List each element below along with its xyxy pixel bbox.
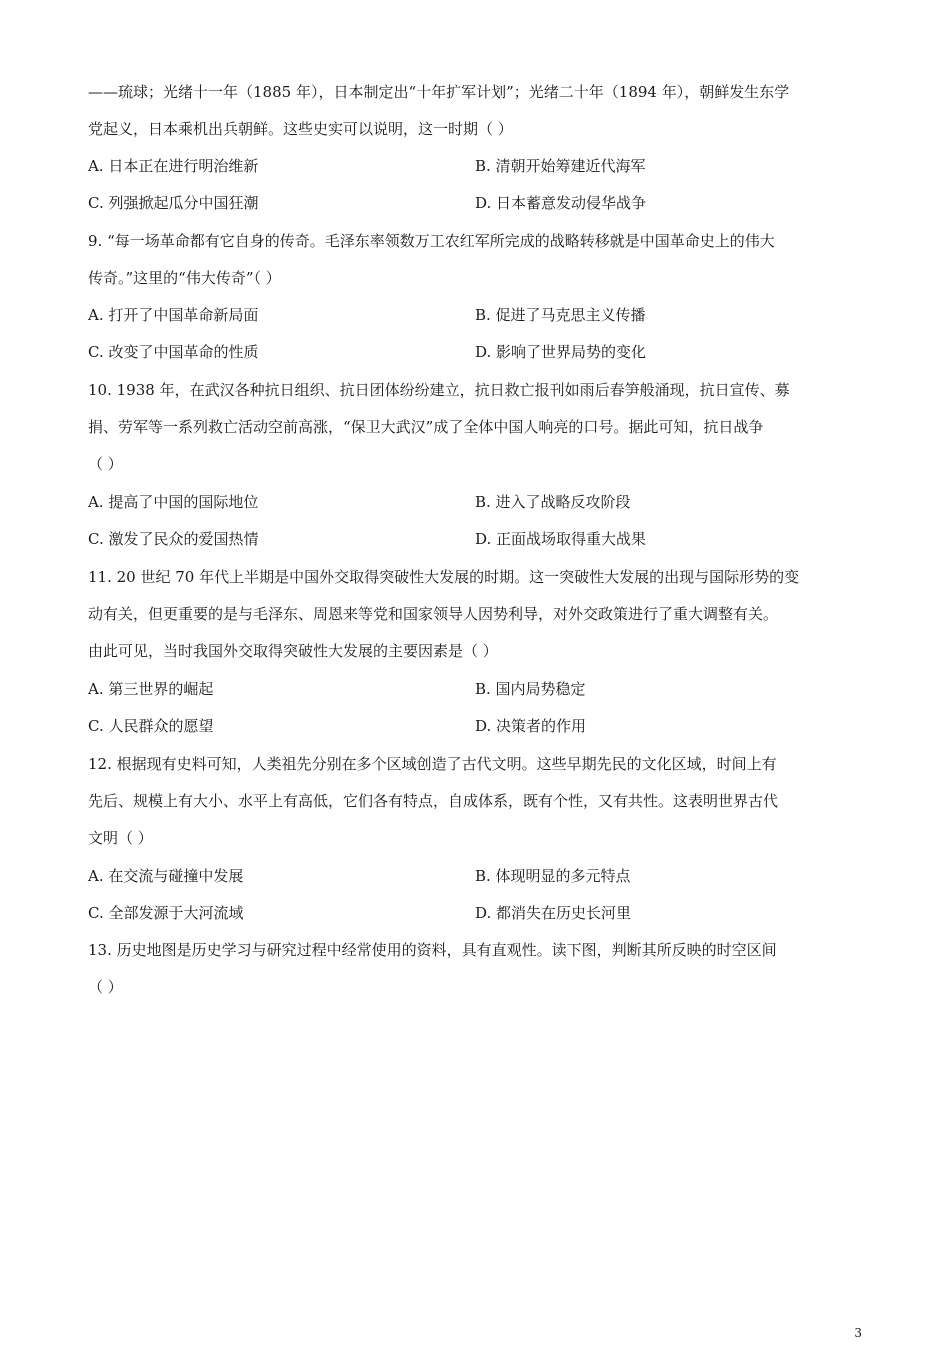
question-9-option-c: C. 改变了中国革命的性质 bbox=[88, 343, 259, 361]
question-10-option-d: D. 正面战场取得重大战果 bbox=[475, 530, 647, 548]
page-number: 3 bbox=[854, 1326, 862, 1340]
question-13-text: 13. 历史地图是历史学习与研究过程中经常使用的资料，具有直观性。读下图，判断其所反映的时空区间 bbox=[88, 941, 777, 959]
question-9-option-a: A. 打开了中国革命新局面 bbox=[88, 306, 259, 324]
question-8-option-d: D. 日本蓄意发动侵华战争 bbox=[475, 194, 647, 212]
question-13-text: （ ） bbox=[88, 978, 123, 996]
question-11-option-d: D. 决策者的作用 bbox=[475, 717, 587, 735]
question-8-text: ——琉球；光绪十一年（1885 年），日本制定出“十年扩军计划”；光绪二十年（1894 年），朝鲜发生东学 bbox=[88, 83, 790, 101]
question-11-text: 11. 20 世纪 70 年代上半期是中国外交取得突破性大发展的时期。这一突破性大发展的出现与国际形势的变 bbox=[88, 568, 800, 586]
question-11-text: 动有关，但更重要的是与毛泽东、周恩来等党和国家领导人因势利导，对外交政策进行了重大调整有关。 bbox=[88, 605, 779, 623]
question-9-text: 9. “每一场革命都有它自身的传奇。毛泽东率领数万工农红军所完成的战略转移就是中国革命史上的伟大 bbox=[88, 232, 775, 250]
question-8-text: 党起义，日本乘机出兵朝鲜。这些史实可以说明，这一时期（ ） bbox=[88, 120, 513, 138]
question-12-text: 文明（ ） bbox=[88, 829, 153, 847]
question-10-text: 10. 1938 年，在武汉各种抗日组织、抗日团体纷纷建立，抗日救亡报刊如雨后春笋般涌现，抗日宣传、募 bbox=[88, 381, 790, 399]
question-12-option-d: D. 都消失在历史长河里 bbox=[475, 904, 632, 922]
question-10-text: （ ） bbox=[88, 455, 123, 473]
question-12-option-c: C. 全部发源于大河流域 bbox=[88, 904, 244, 922]
question-10-option-b: B. 进入了战略反攻阶段 bbox=[475, 493, 631, 511]
question-8-option-b: B. 清朝开始筹建近代海军 bbox=[475, 157, 646, 175]
question-10-option-a: A. 提高了中国的国际地位 bbox=[88, 493, 259, 511]
question-11-option-b: B. 国内局势稳定 bbox=[475, 680, 586, 698]
question-11-option-c: C. 人民群众的愿望 bbox=[88, 717, 214, 735]
question-8-option-c: C. 列强掀起瓜分中国狂潮 bbox=[88, 194, 259, 212]
question-12-text: 12. 根据现有史料可知，人类祖先分别在多个区域创造了古代文明。这些早期先民的文化区域，时间上有 bbox=[88, 755, 777, 773]
question-11-option-a: A. 第三世界的崛起 bbox=[88, 680, 214, 698]
question-12-option-a: A. 在交流与碰撞中发展 bbox=[88, 867, 244, 885]
question-9-option-b: B. 促进了马克思主义传播 bbox=[475, 306, 646, 324]
question-11-text: 由此可见，当时我国外交取得突破性大发展的主要因素是（ ） bbox=[88, 642, 498, 660]
question-12-text: 先后、规模上有大小、水平上有高低，它们各有特点，自成体系，既有个性，又有共性。这表明世界古代 bbox=[88, 792, 779, 810]
question-12-option-b: B. 体现明显的多元特点 bbox=[475, 867, 631, 885]
question-10-text: 捐、劳军等一系列救亡活动空前高涨，“保卫大武汉”成了全体中国人响亮的口号。据此可知，抗日战争 bbox=[88, 418, 764, 436]
question-10-option-c: C. 激发了民众的爱国热情 bbox=[88, 530, 259, 548]
question-8-option-a: A. 日本正在进行明治维新 bbox=[88, 157, 259, 175]
question-9-option-d: D. 影响了世界局势的变化 bbox=[475, 343, 647, 361]
question-9-text: 传奇。”这里的“伟大传奇”（ ） bbox=[88, 269, 281, 287]
